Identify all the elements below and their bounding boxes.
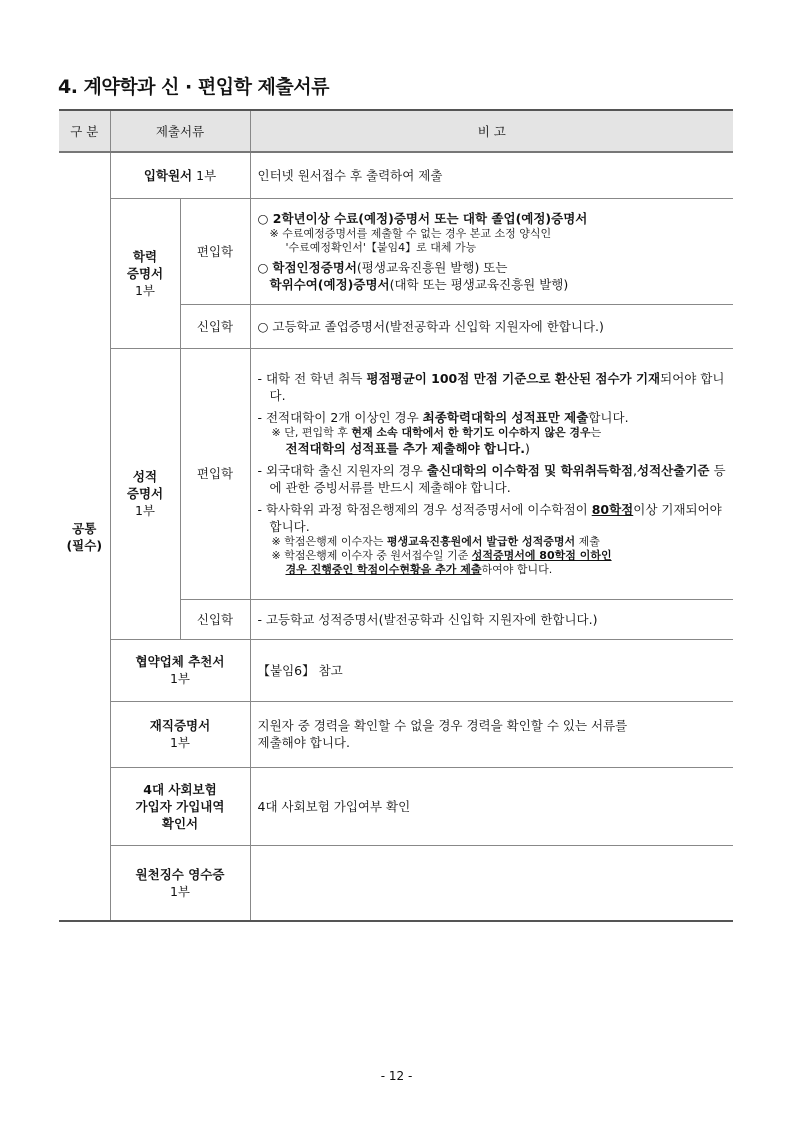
note-frag: ○ xyxy=(257,259,273,275)
note-line: ○ 2학년이상 수료(예정)증명서 또는 대학 졸업(예정)증명서 xyxy=(257,210,588,226)
doc-name-line: 학력 xyxy=(132,248,158,264)
note-line xyxy=(258,259,727,276)
table-row xyxy=(59,348,733,599)
doc-count: 1부 xyxy=(169,883,191,899)
doc-name-line: 증명서 xyxy=(126,265,164,281)
note-frag: - 전적대학이 2개 이상인 경우 xyxy=(257,410,423,425)
note-recommend: 【붙임6】 참고 xyxy=(250,639,733,701)
note-line xyxy=(258,563,727,577)
note-frag: - 외국대학 출신 지원자의 경우 xyxy=(257,463,427,478)
category-common xyxy=(59,152,110,921)
note-line: '수료예정확인서'【붙임4】로 대체 가능 xyxy=(285,240,477,254)
doc-employment xyxy=(110,701,250,767)
note-employment xyxy=(250,701,733,767)
category-label: 공통 xyxy=(72,520,97,536)
doc-count: 1부 xyxy=(134,282,156,298)
note-frag: 평생교육진흥원에서 발급한 성적증명서 xyxy=(386,535,576,548)
doc-admission xyxy=(110,152,250,198)
doc-degree xyxy=(110,198,180,348)
note-line xyxy=(258,440,727,457)
table-row xyxy=(59,198,733,304)
note-frag: 평점평균이 100점 만점 기준으로 환산된 점수가 기재 xyxy=(366,371,661,386)
doc-count: 1부 xyxy=(169,671,191,686)
note-degree-freshman: ○ 고등학교 졸업증명서(발전공학과 신입학 지원자에 한합니다.) xyxy=(250,304,733,348)
note-frag: - 대학 전 학년 취득 xyxy=(257,371,367,386)
page-title: 4. 계약학과 신 · 편입학 제출서류 xyxy=(58,76,329,98)
table-header-row xyxy=(59,110,733,152)
doc-name-line: 성적 xyxy=(132,469,158,484)
note-frag: 현재 소속 대학에서 한 학기도 이수하지 않은 경우 xyxy=(351,426,591,439)
note-frag: ※ 학점은행제 이수자는 xyxy=(271,535,387,548)
table-row xyxy=(59,845,733,921)
note-frag: 성적증명서에 80학점 이하인 xyxy=(471,549,612,562)
page-number: - 12 - xyxy=(380,1069,413,1083)
note-frag: 는 xyxy=(590,426,602,439)
note-frag: 합니다. xyxy=(588,410,629,425)
note-frag: 학점인정증명서 xyxy=(272,259,357,275)
sub-transfer: 편입학 xyxy=(180,198,250,304)
note-line: 제출해야 합니다. xyxy=(257,735,350,750)
note-line xyxy=(258,370,727,404)
note-frag: , xyxy=(633,463,638,478)
note-line xyxy=(258,549,727,563)
note-frag: 성적산출기준 xyxy=(637,463,710,478)
note-frag: ※ 학점은행제 이수자 중 원서접수일 기준 xyxy=(271,549,472,562)
note-line xyxy=(258,426,727,440)
note-grade-freshman: - 고등학교 성적증명서(발전공학과 신입학 지원자에 한합니다.) xyxy=(250,599,733,639)
documents-table xyxy=(59,109,733,922)
note-insurance: 4대 사회보험 가입여부 확인 xyxy=(250,767,733,845)
doc-name-line: 확인서 xyxy=(161,815,199,831)
note-line: 지원자 중 경력을 확인할 수 없을 경우 경력을 확인할 수 있는 서류를 xyxy=(257,718,628,733)
note-line xyxy=(258,501,727,535)
note-line: ※ 수료예정증명서를 제출할 수 없는 경우 본교 소정 양식인 xyxy=(269,226,552,240)
note-frag: 하여야 합니다. xyxy=(481,563,553,576)
doc-name: 원천징수 영수증 xyxy=(135,866,225,882)
doc-count: 1부 xyxy=(169,735,191,750)
doc-name: 협약업체 추천서 xyxy=(135,654,225,669)
category-sublabel: (필수) xyxy=(66,537,103,553)
note-frag: 되어야 합니다. xyxy=(269,371,725,403)
note-line xyxy=(258,535,727,549)
header-bigo: 비 고 xyxy=(250,110,733,152)
note-frag: 전적대학의 성적표를 추가 제출해야 합니다. xyxy=(285,441,526,456)
note-frag: 출신대학의 이수학점 및 학위취득학점 xyxy=(426,463,634,478)
note-admission: 인터넷 원서접수 후 출력하여 제출 xyxy=(250,152,733,198)
note-frag: 이상 기재되어야 합니다. xyxy=(269,502,722,534)
note-frag: ※ 단, 편입학 후 xyxy=(271,426,352,439)
doc-withholding xyxy=(110,845,250,921)
note-line xyxy=(258,462,727,496)
table-row xyxy=(59,152,733,198)
header-gubun: 구 분 xyxy=(59,110,110,152)
doc-insurance xyxy=(110,767,250,845)
note-frag: 경우 진행중인 학점이수현황을 추가 제출 xyxy=(285,563,482,576)
sub-transfer: 편입학 xyxy=(180,348,250,599)
doc-recommend xyxy=(110,639,250,701)
table-row xyxy=(59,701,733,767)
note-frag: - 학사학위 과정 학점은행제의 경우 성적증명서에 이수학점이 xyxy=(257,502,592,517)
doc-name: 재직증명서 xyxy=(149,718,211,733)
note-grade-transfer xyxy=(250,348,733,599)
note-withholding xyxy=(250,845,733,921)
note-line xyxy=(258,409,727,426)
doc-count: 1부 xyxy=(196,167,217,183)
note-frag: (평생교육진흥원 발행) 또는 xyxy=(356,259,508,275)
sub-freshman: 신입학 xyxy=(180,599,250,639)
note-frag: 제출 xyxy=(575,535,600,548)
doc-grade xyxy=(110,348,180,639)
doc-name-line: 증명서 xyxy=(126,486,164,501)
header-docs: 제출서류 xyxy=(110,110,250,152)
doc-name-line: 가입자 가입내역 xyxy=(135,798,225,814)
note-degree-transfer xyxy=(250,198,733,304)
note-frag: ) xyxy=(525,441,530,456)
note-frag: 80학점 xyxy=(591,502,634,517)
sub-freshman: 신입학 xyxy=(180,304,250,348)
note-line xyxy=(258,276,727,293)
table-row xyxy=(59,639,733,701)
doc-name: 입학원서 xyxy=(143,167,193,183)
table-row xyxy=(59,767,733,845)
doc-count: 1부 xyxy=(134,503,156,518)
note-frag: 최종학력대학의 성적표만 제출 xyxy=(422,410,589,425)
note-frag: 학위수여(예정)증명서 xyxy=(269,276,390,292)
doc-name-line: 4대 사회보험 xyxy=(143,781,217,797)
note-frag: 등에 관한 증빙서류를 반드시 제출해야 합니다. xyxy=(269,463,726,495)
note-frag: (대학 또는 평생교육진흥원 발행) xyxy=(389,276,569,292)
